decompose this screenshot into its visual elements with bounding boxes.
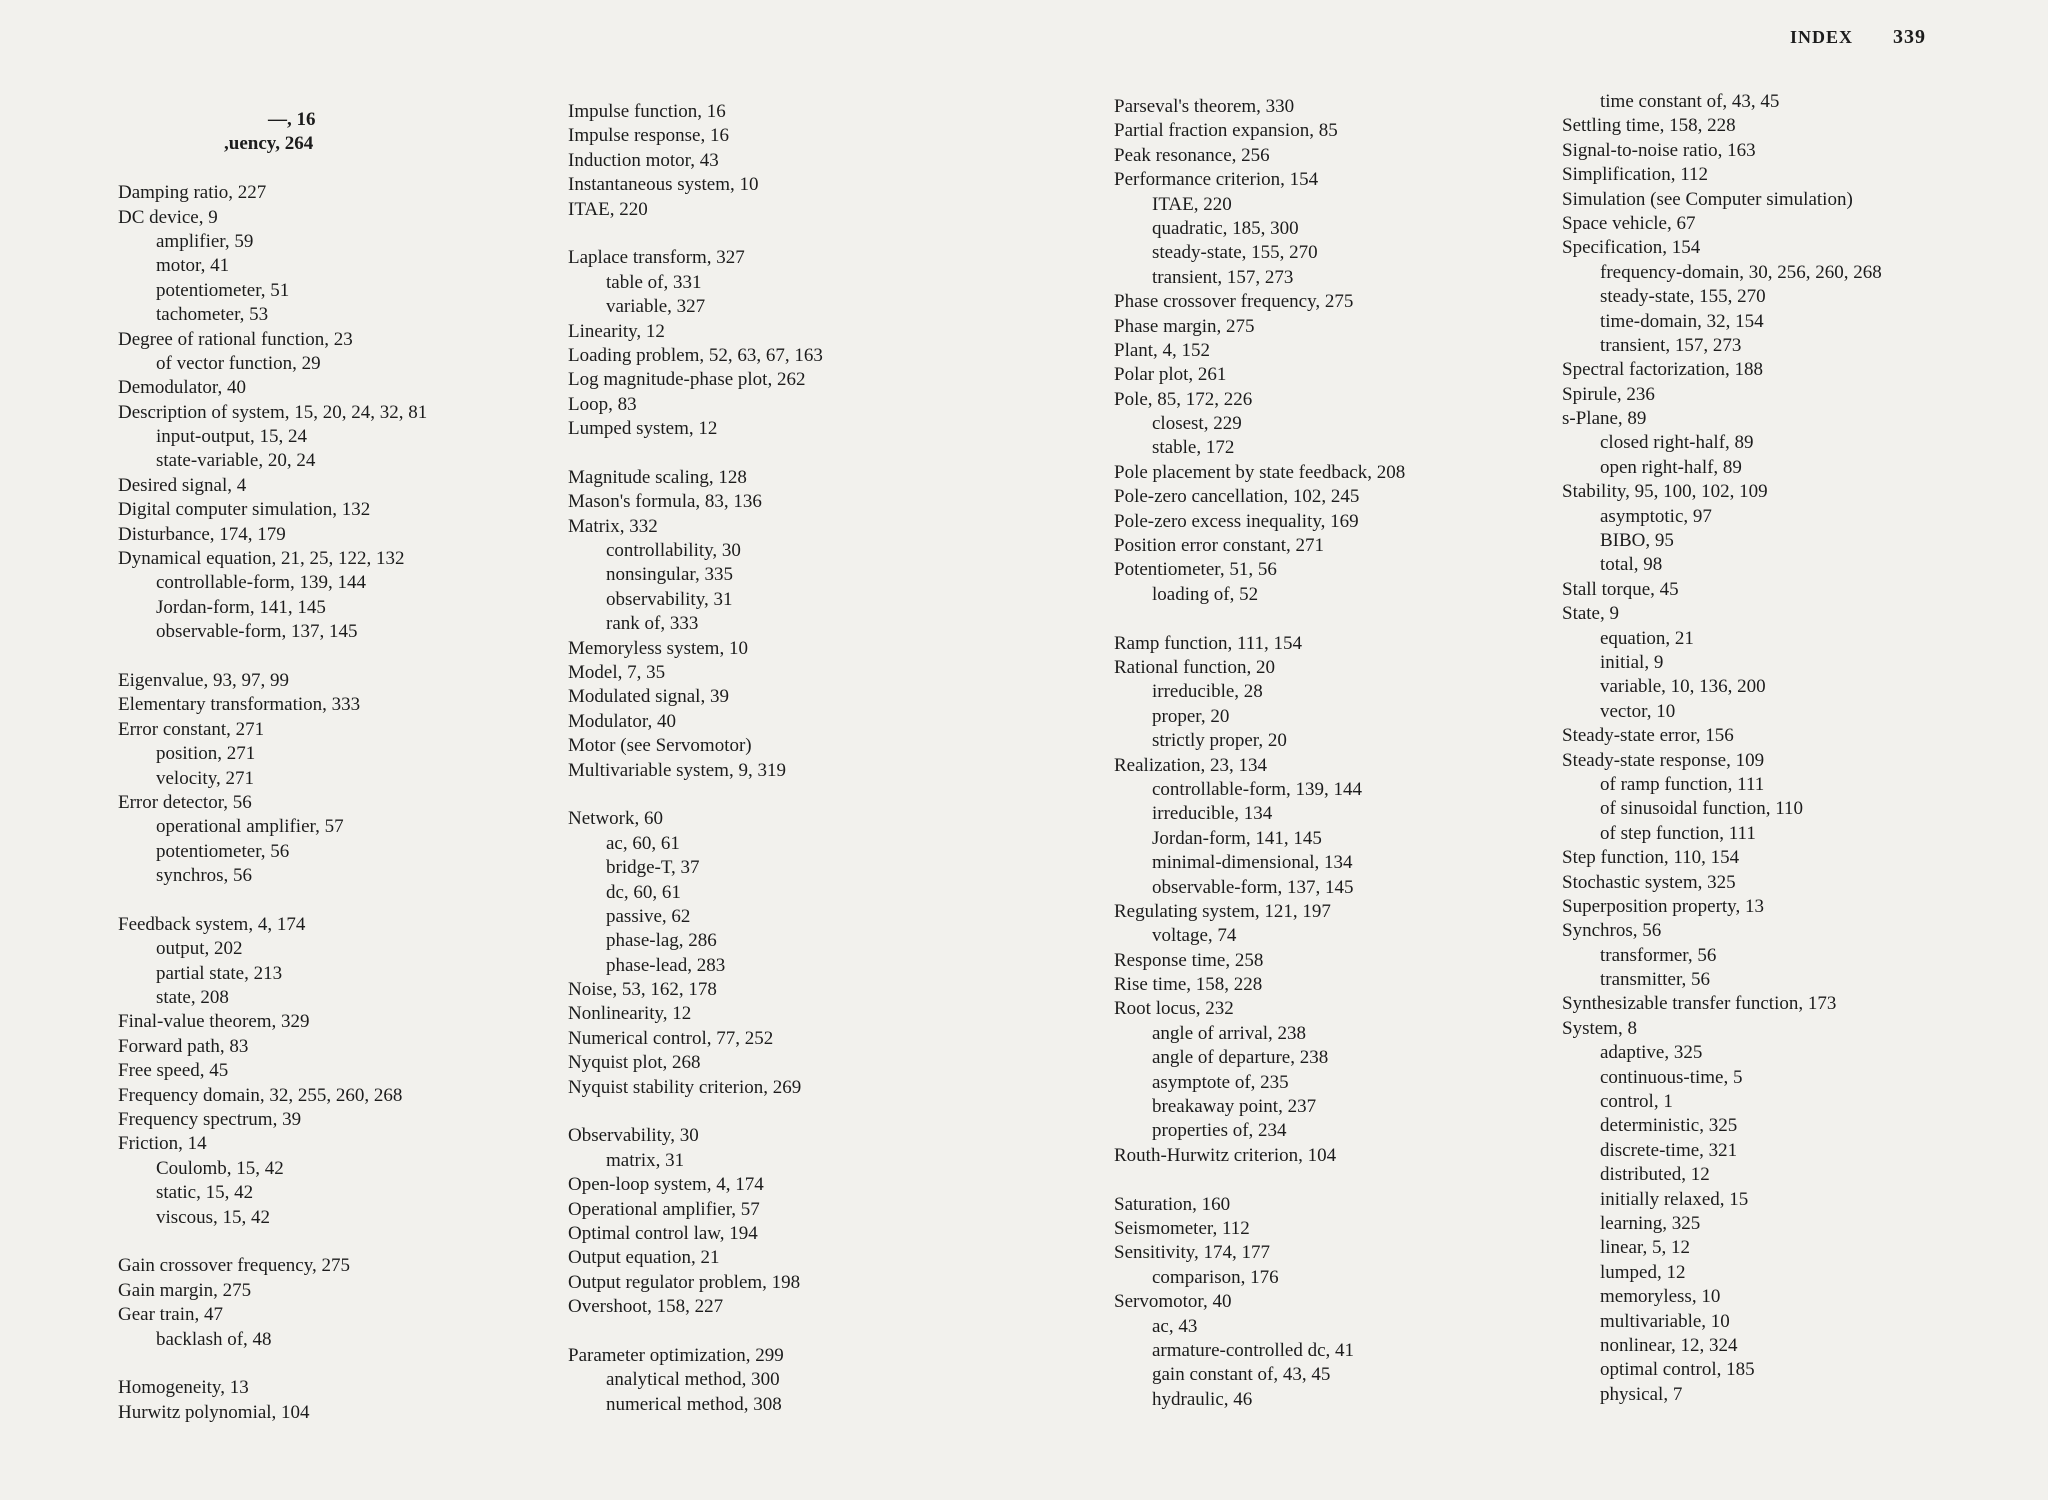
index-subentry: strictly proper, 20 — [1152, 730, 1287, 752]
index-subentry: closed right-half, 89 — [1600, 432, 1754, 454]
index-subentry: angle of departure, 238 — [1152, 1047, 1329, 1069]
index-spacer — [118, 1352, 427, 1376]
index-subentry: ac, 60, 61 — [606, 832, 680, 854]
index-entry: Frequency spectrum, 39 — [118, 1109, 302, 1131]
index-subentry: ITAE, 220 — [1152, 193, 1232, 215]
index-entry: Magnitude scaling, 128 — [568, 466, 747, 488]
index-entry: Operational amplifier, 57 — [568, 1198, 760, 1220]
index-subentry: minimal-dimensional, 134 — [1152, 852, 1353, 874]
index-entry: Regulating system, 121, 197 — [1114, 900, 1331, 922]
index-entry: Superposition property, 13 — [1562, 895, 1764, 917]
index-entry: Eigenvalue, 93, 97, 99 — [118, 669, 289, 691]
index-subentry: variable, 10, 136, 200 — [1600, 676, 1766, 698]
index-subentry: controllable-form, 139, 144 — [156, 572, 367, 594]
index-entry: Pole placement by state feedback, 208 — [1114, 461, 1406, 483]
index-entry: Simulation (see Computer simulation) — [1562, 188, 1853, 210]
index-entry: Laplace transform, 327 — [568, 247, 745, 269]
index-entry: Overshoot, 158, 227 — [568, 1296, 724, 1318]
index-subentry: amplifier, 59 — [156, 230, 254, 252]
index-subentry: matrix, 31 — [606, 1149, 685, 1171]
index-entry: Synchros, 56 — [1562, 920, 1662, 942]
index-entry: Realization, 23, 134 — [1114, 754, 1268, 776]
index-subentry: irreducible, 28 — [1152, 681, 1263, 703]
index-entry: Signal-to-noise ratio, 163 — [1562, 139, 1756, 161]
index-entry: Steady-state error, 156 — [1562, 725, 1734, 747]
index-subentry: distributed, 12 — [1600, 1164, 1710, 1186]
index-entry: Phase crossover frequency, 275 — [1114, 291, 1354, 313]
index-entry: Gear train, 47 — [118, 1304, 223, 1326]
index-subentry: physical, 7 — [1600, 1383, 1683, 1405]
index-subentry: state-variable, 20, 24 — [156, 450, 316, 472]
index-column-3 — [1114, 95, 1405, 1412]
index-subentry: bridge-T, 37 — [606, 857, 700, 879]
index-entry: Optimal control law, 194 — [568, 1222, 758, 1244]
index-subentry: equation, 21 — [1600, 627, 1694, 649]
index-entry: Hurwitz polynomial, 104 — [118, 1401, 310, 1423]
index-entry: DC device, 9 — [118, 206, 218, 228]
index-subentry: backlash of, 48 — [156, 1328, 272, 1350]
index-entry: Mason's formula, 83, 136 — [568, 491, 762, 513]
index-subentry: irreducible, 134 — [1152, 803, 1273, 825]
index-subentry: nonlinear, 12, 324 — [1600, 1334, 1738, 1356]
index-subentry: ac, 43 — [1152, 1315, 1198, 1337]
index-entry: Damping ratio, 227 — [118, 182, 267, 204]
header-title: INDEX — [1790, 27, 1854, 47]
index-entry: Network, 60 — [568, 808, 663, 830]
index-entry: Spirule, 236 — [1562, 383, 1655, 405]
index-entry: Elementary transformation, 333 — [118, 694, 361, 716]
index-entry: Rational function, 20 — [1114, 656, 1275, 678]
index-subentry: transformer, 56 — [1600, 944, 1717, 966]
index-subentry: position, 271 — [156, 743, 256, 765]
index-subentry: asymptotic, 97 — [1600, 505, 1712, 527]
index-entry: Settling time, 158, 228 — [1562, 115, 1736, 137]
index-subentry: of sinusoidal function, 110 — [1600, 798, 1803, 820]
index-entry: Homogeneity, 13 — [118, 1377, 249, 1399]
index-entry: Error constant, 271 — [118, 718, 265, 740]
index-subentry: hydraulic, 46 — [1152, 1388, 1253, 1410]
index-spacer — [118, 645, 427, 669]
index-subentry: ,uency, 264 — [224, 133, 314, 155]
index-subentry: controllability, 30 — [606, 540, 741, 562]
index-entry: Phase margin, 275 — [1114, 315, 1255, 337]
index-entry: Parameter optimization, 299 — [568, 1344, 784, 1366]
index-subentry: discrete-time, 321 — [1600, 1139, 1738, 1161]
index-spacer — [1114, 607, 1405, 631]
index-subentry: synchros, 56 — [156, 865, 253, 887]
index-subentry: passive, 62 — [606, 905, 691, 927]
index-subentry: transmitter, 56 — [1600, 969, 1711, 991]
index-entry: Peak resonance, 256 — [1114, 144, 1270, 166]
index-subentry: comparison, 176 — [1152, 1266, 1279, 1288]
index-entry: Motor (see Servomotor) — [568, 735, 752, 757]
index-spacer — [118, 889, 427, 913]
index-subentry: of step function, 111 — [1600, 822, 1756, 844]
index-spacer — [568, 1320, 823, 1344]
index-subentry: angle of arrival, 238 — [1152, 1022, 1307, 1044]
index-subentry: quadratic, 185, 300 — [1152, 217, 1299, 239]
index-entry: Parseval's theorem, 330 — [1114, 96, 1295, 117]
index-column-1 — [118, 108, 427, 1425]
index-subentry: Jordan-form, 141, 145 — [156, 596, 326, 618]
index-spacer — [568, 783, 823, 807]
index-entry: Impulse response, 16 — [568, 125, 729, 147]
index-subentry: lumped, 12 — [1600, 1261, 1686, 1283]
index-entry: Space vehicle, 67 — [1562, 212, 1696, 234]
index-entry: Spectral factorization, 188 — [1562, 359, 1764, 381]
index-subentry: —, 16 — [268, 109, 316, 130]
index-subentry: static, 15, 42 — [156, 1182, 254, 1204]
index-subentry: memoryless, 10 — [1600, 1286, 1721, 1308]
index-subentry: deterministic, 325 — [1600, 1115, 1738, 1137]
index-subentry: partial state, 213 — [156, 962, 283, 984]
index-entry: Nyquist plot, 268 — [568, 1052, 701, 1074]
index-entry: Pole, 85, 172, 226 — [1114, 388, 1253, 410]
index-subentry: tachometer, 53 — [156, 304, 269, 326]
index-subentry: properties of, 234 — [1152, 1120, 1287, 1142]
index-entry: Stochastic system, 325 — [1562, 871, 1736, 893]
index-entry: Stability, 95, 100, 102, 109 — [1562, 481, 1768, 503]
index-spacer — [118, 1230, 427, 1254]
index-entry: Degree of rational function, 23 — [118, 328, 353, 350]
index-subentry: continuous-time, 5 — [1600, 1066, 1743, 1088]
index-subentry: phase-lead, 283 — [606, 954, 726, 976]
index-subentry: Coulomb, 15, 42 — [156, 1157, 284, 1179]
index-subentry: steady-state, 155, 270 — [1600, 286, 1766, 308]
index-subentry: phase-lag, 286 — [606, 930, 717, 952]
index-subentry: nonsingular, 335 — [606, 564, 733, 586]
index-subentry: Jordan-form, 141, 145 — [1152, 827, 1322, 849]
index-entry: Desired signal, 4 — [118, 474, 247, 496]
index-subentry: open right-half, 89 — [1600, 456, 1742, 478]
index-column-4 — [1562, 90, 1882, 1407]
index-entry: Synthesizable transfer function, 173 — [1562, 993, 1837, 1015]
index-subentry: state, 208 — [156, 987, 229, 1009]
index-subentry: numerical method, 308 — [606, 1393, 782, 1415]
index-subentry: operational amplifier, 57 — [156, 816, 344, 838]
index-subentry: steady-state, 155, 270 — [1152, 242, 1318, 264]
index-subentry: variable, 327 — [606, 296, 706, 318]
index-entry: Modulated signal, 39 — [568, 686, 729, 708]
index-entry: Routh-Hurwitz criterion, 104 — [1114, 1144, 1337, 1166]
index-subentry: optimal control, 185 — [1600, 1359, 1755, 1381]
index-subentry: motor, 41 — [156, 255, 230, 277]
index-entry: Open-loop system, 4, 174 — [568, 1174, 764, 1196]
index-entry: Gain crossover frequency, 275 — [118, 1255, 350, 1277]
index-entry: Digital computer simulation, 132 — [118, 499, 371, 521]
index-entry: Simplification, 112 — [1562, 164, 1709, 186]
index-entry: Induction motor, 43 — [568, 149, 719, 171]
index-entry: Impulse function, 16 — [568, 101, 726, 122]
index-subentry: transient, 157, 273 — [1152, 266, 1294, 288]
index-subentry: initially relaxed, 15 — [1600, 1188, 1749, 1210]
index-subentry: gain constant of, 43, 45 — [1152, 1364, 1331, 1386]
index-entry: Observability, 30 — [568, 1125, 699, 1147]
index-entry: Polar plot, 261 — [1114, 364, 1227, 386]
index-entry: Instantaneous system, 10 — [568, 174, 759, 196]
index-subentry: velocity, 271 — [156, 767, 254, 789]
page-number: 339 — [1893, 26, 1927, 48]
index-subentry: initial, 9 — [1600, 651, 1664, 673]
index-entry: Matrix, 332 — [568, 515, 658, 537]
index-subentry: observability, 31 — [606, 588, 733, 610]
index-subentry: adaptive, 325 — [1600, 1042, 1703, 1064]
index-spacer — [568, 222, 823, 246]
index-entry: Position error constant, 271 — [1114, 535, 1325, 557]
index-entry: Loading problem, 52, 63, 67, 163 — [568, 344, 823, 366]
index-subentry: analytical method, 300 — [606, 1369, 780, 1391]
index-entry: Saturation, 160 — [1114, 1193, 1231, 1215]
index-entry: Multivariable system, 9, 319 — [568, 759, 786, 781]
index-subentry: proper, 20 — [1152, 705, 1230, 727]
index-subentry: of vector function, 29 — [156, 352, 321, 374]
index-entry: Stall torque, 45 — [1562, 578, 1679, 600]
page-header — [1790, 26, 1926, 49]
index-entry: Rise time, 158, 228 — [1114, 974, 1263, 996]
index-entry: Forward path, 83 — [118, 1035, 249, 1057]
index-entry: Error detector, 56 — [118, 791, 252, 813]
index-subentry: loading of, 52 — [1152, 583, 1259, 605]
index-entry: Description of system, 15, 20, 24, 32, 81 — [118, 401, 428, 423]
index-subentry: observable-form, 137, 145 — [156, 621, 358, 643]
index-entry: s-Plane, 89 — [1562, 408, 1647, 430]
index-entry: Potentiometer, 51, 56 — [1114, 559, 1277, 581]
index-entry: Numerical control, 77, 252 — [568, 1027, 774, 1049]
index-subentry: control, 1 — [1600, 1091, 1673, 1113]
index-entry: Nonlinearity, 12 — [568, 1003, 692, 1025]
index-entry: Seismometer, 112 — [1114, 1217, 1250, 1239]
index-spacer — [568, 441, 823, 465]
index-subentry: input-output, 15, 24 — [156, 426, 307, 448]
index-subentry: time constant of, 43, 45 — [1600, 91, 1780, 112]
index-entry: Disturbance, 174, 179 — [118, 523, 286, 545]
index-entry: Frequency domain, 32, 255, 260, 268 — [118, 1084, 403, 1106]
index-entry: Linearity, 12 — [568, 320, 665, 342]
index-column-2 — [568, 100, 823, 1417]
index-subentry: closest, 229 — [1152, 413, 1242, 435]
index-entry: Modulator, 40 — [568, 710, 676, 732]
index-entry: Response time, 258 — [1114, 949, 1264, 971]
index-entry: Demodulator, 40 — [118, 377, 246, 399]
index-subentry: frequency-domain, 30, 256, 260, 268 — [1600, 261, 1882, 283]
index-entry: Gain margin, 275 — [118, 1279, 252, 1301]
index-subentry: potentiometer, 56 — [156, 840, 290, 862]
index-subentry: total, 98 — [1600, 554, 1663, 576]
index-entry: Log magnitude-phase plot, 262 — [568, 369, 806, 391]
index-subentry: transient, 157, 273 — [1600, 334, 1742, 356]
index-entry: Ramp function, 111, 154 — [1114, 632, 1303, 654]
index-spacer — [118, 157, 427, 181]
index-entry: Memoryless system, 10 — [568, 637, 748, 659]
index-entry: Feedback system, 4, 174 — [118, 913, 306, 935]
index-entry: Root locus, 232 — [1114, 998, 1234, 1020]
index-subentry: vector, 10 — [1600, 700, 1676, 722]
index-entry: Specification, 154 — [1562, 237, 1701, 259]
index-spacer — [568, 1100, 823, 1124]
index-spacer — [1114, 1168, 1405, 1192]
index-entry: Servomotor, 40 — [1114, 1291, 1232, 1313]
index-entry: Lumped system, 12 — [568, 418, 718, 440]
index-entry: Output equation, 21 — [568, 1247, 720, 1269]
index-entry: Steady-state response, 109 — [1562, 749, 1765, 771]
index-subentry: learning, 325 — [1600, 1212, 1701, 1234]
index-subentry: table of, 331 — [606, 271, 702, 293]
index-entry: State, 9 — [1562, 603, 1619, 625]
index-subentry: linear, 5, 12 — [1600, 1237, 1690, 1259]
index-subentry: viscous, 15, 42 — [156, 1206, 270, 1228]
index-entry: Pole-zero excess inequality, 169 — [1114, 510, 1359, 532]
index-subentry: breakaway point, 237 — [1152, 1096, 1317, 1118]
index-subentry: BIBO, 95 — [1600, 530, 1674, 552]
index-entry: ITAE, 220 — [568, 198, 648, 220]
index-entry: Friction, 14 — [118, 1133, 207, 1155]
index-entry: Loop, 83 — [568, 393, 637, 415]
index-subentry: multivariable, 10 — [1600, 1310, 1730, 1332]
index-entry: Step function, 110, 154 — [1562, 847, 1740, 869]
index-entry: Nyquist stability criterion, 269 — [568, 1076, 802, 1098]
index-subentry: voltage, 74 — [1152, 925, 1237, 947]
index-subentry: controllable-form, 139, 144 — [1152, 778, 1363, 800]
index-entry: System, 8 — [1562, 1017, 1637, 1039]
index-entry: Final-value theorem, 329 — [118, 1011, 310, 1033]
index-subentry: rank of, 333 — [606, 613, 699, 635]
index-entry: Output regulator problem, 198 — [568, 1271, 801, 1293]
index-entry: Free speed, 45 — [118, 1060, 229, 1082]
index-entry: Plant, 4, 152 — [1114, 339, 1211, 361]
index-entry: Noise, 53, 162, 178 — [568, 979, 717, 1001]
index-subentry: asymptote of, 235 — [1152, 1071, 1289, 1093]
index-entry: Sensitivity, 174, 177 — [1114, 1242, 1271, 1264]
index-entry: Model, 7, 35 — [568, 661, 666, 683]
index-entry: Dynamical equation, 21, 25, 122, 132 — [118, 548, 405, 570]
index-subentry: observable-form, 137, 145 — [1152, 876, 1354, 898]
index-subentry: armature-controlled dc, 41 — [1152, 1339, 1355, 1361]
index-entry: Pole-zero cancellation, 102, 245 — [1114, 486, 1360, 508]
index-subentry: stable, 172 — [1152, 437, 1235, 459]
index-entry: Partial fraction expansion, 85 — [1114, 120, 1338, 142]
index-subentry: output, 202 — [156, 938, 243, 960]
index-entry: Performance criterion, 154 — [1114, 169, 1319, 191]
index-subentry: potentiometer, 51 — [156, 279, 290, 301]
index-subentry: of ramp function, 111 — [1600, 773, 1765, 795]
index-subentry: dc, 60, 61 — [606, 881, 681, 903]
index-subentry: time-domain, 32, 154 — [1600, 310, 1764, 332]
